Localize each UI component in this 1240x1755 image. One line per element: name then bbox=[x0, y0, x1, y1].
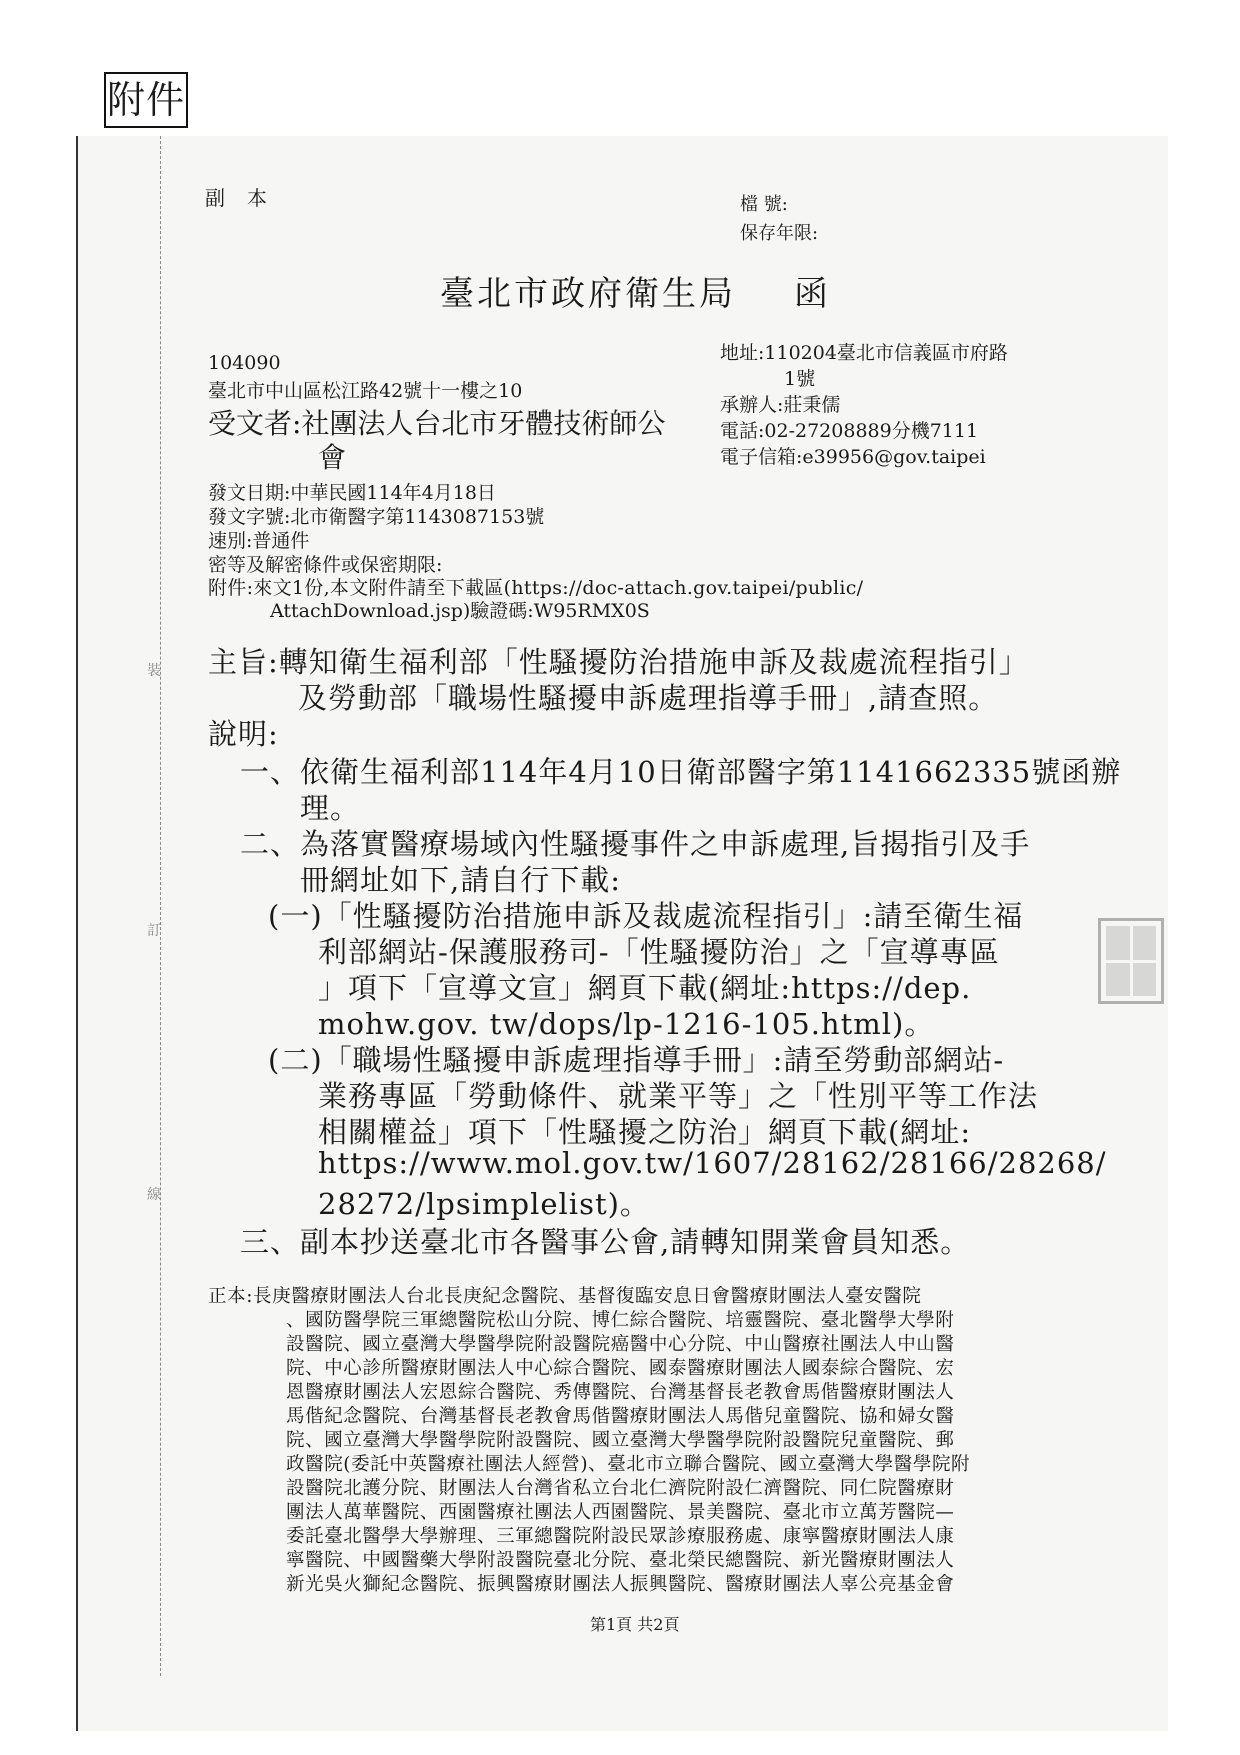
cc-line: 院、國立臺灣大學醫學院附設醫院、國立臺灣大學醫學院附設醫院兒童醫院、郵 bbox=[286, 1430, 955, 1451]
cc-line: 寧醫院、中國醫藥大學附設醫院臺北分院、臺北榮民總醫院、新光醫療財團法人 bbox=[286, 1550, 955, 1571]
retention-label: 保存年限: bbox=[740, 223, 819, 244]
subject-cont: 及勞動部「職場性騷擾申訴處理指導手冊」,請查照。 bbox=[298, 681, 999, 715]
cc-line: 院、中心診所醫療財團法人中心綜合醫院、國泰醫療財團法人國泰綜合醫院、宏 bbox=[286, 1358, 955, 1379]
page-number: 第1頁 共2頁 bbox=[590, 1615, 680, 1634]
postal-code: 104090 bbox=[208, 352, 281, 374]
explanation-line: 冊網址如下,請自行下載: bbox=[300, 863, 621, 897]
explanation-line: 28272/lpsimplelist)。 bbox=[318, 1187, 650, 1221]
subject: 主旨:轉知衛生福利部「性騷擾防治措施申訴及裁處流程指引」 bbox=[208, 645, 1029, 679]
issue-number: 發文字號:北市衛醫字第1143087153號 bbox=[208, 506, 545, 528]
binding-mark: 線 bbox=[147, 1187, 161, 1203]
cc-line: 恩醫療財團法人宏恩綜合醫院、秀傳醫院、台灣基督長老教會馬偕醫療財團法人 bbox=[286, 1382, 955, 1403]
cc-line: 政醫院(委託中英醫療社團法人經營)、臺北市立聯合醫院、國立臺灣大學醫學院附 bbox=[286, 1454, 971, 1475]
binding-mark: 訂 bbox=[147, 923, 161, 939]
attachment-info: 附件:來文1份,本文附件請至下載區(https://doc-attach.gov.taipei/public/ bbox=[208, 577, 864, 599]
explanation-line: 業務專區「勞動條件、就業平等」之「性別平等工作法 bbox=[318, 1079, 1039, 1113]
explanation-line: mohw.gov. tw/dops/lp-1216-105.html)。 bbox=[318, 1007, 935, 1041]
cc-line: 新光吳火獅紀念醫院、振興醫療財團法人振興醫院、醫療財團法人辜公亮基金會 bbox=[286, 1574, 955, 1595]
cc-line: 設醫院、國立臺灣大學醫學院附設醫院癌醫中心分院、中山醫療社團法人中山醫 bbox=[286, 1334, 955, 1355]
email: 電子信箱:e39956@gov.taipei bbox=[720, 446, 986, 468]
file-number-label: 檔 號: bbox=[740, 194, 788, 215]
explanation-line: (一)「性騷擾防治措施申訴及裁處流程指引」:請至衛生福 bbox=[268, 899, 1024, 933]
sender-address: 地址:110204臺北市信義區市府路 bbox=[720, 342, 1008, 364]
binding-line bbox=[160, 136, 161, 1676]
recipient-name-cont: 會 bbox=[318, 441, 347, 474]
cc-line: 委託臺北醫學大學辦理、三軍總醫院附設民眾診療服務處、康寧醫療財團法人康 bbox=[286, 1526, 955, 1547]
explanation-line: https://www.mol.gov.tw/1607/28162/28166/28268/ bbox=[318, 1146, 1107, 1180]
secrecy: 密等及解密條件或保密期限: bbox=[208, 554, 443, 576]
cc-line: 馬偕紀念醫院、台灣基督長老教會馬偕醫療財團法人馬偕兒童醫院、協和婦女醫 bbox=[286, 1406, 955, 1427]
issue-date: 發文日期:中華民國114年4月18日 bbox=[208, 482, 496, 504]
copy-label: 副本 bbox=[205, 186, 289, 210]
explanation-line: 一、依衛生福利部114年4月10日衛部醫字第1141662335號函辦 bbox=[240, 755, 1122, 789]
attachment-info-cont: AttachDownload.jsp)驗證碼:W95RMX0S bbox=[270, 600, 650, 622]
recipient-name: 受文者:社團法人台北市牙體技術師公 bbox=[208, 407, 666, 440]
binding-mark: 裝 bbox=[147, 663, 161, 679]
explanation-heading: 說明: bbox=[208, 717, 279, 751]
recipient-address: 臺北市中山區松江路42號十一樓之10 bbox=[208, 380, 523, 402]
explanation-line: 」項下「宣導文宣」網頁下載(網址:https://dep. bbox=[318, 971, 972, 1005]
explanation-line: 相關權益」項下「性騷擾之防治」網頁下載(網址: bbox=[318, 1115, 972, 1149]
explanation-line: (二)「職場性騷擾申訴處理指導手冊」:請至勞動部網站- bbox=[268, 1043, 1005, 1077]
cc-line: 設醫院北護分院、財團法人台灣省私立台北仁濟院附設仁濟醫院、同仁院醫療財 bbox=[286, 1478, 955, 1499]
cc-line: 正本:長庚醫療財團法人台北長庚紀念醫院、基督復臨安息日會醫療財團法人臺安醫院 bbox=[208, 1286, 922, 1307]
cc-line: 團法人萬華醫院、西園醫療社團法人西園醫院、景美醫院、臺北市立萬芳醫院— bbox=[286, 1502, 955, 1523]
attachment-tag: 附件 bbox=[104, 72, 188, 128]
phone: 電話:02-27208889分機7111 bbox=[720, 420, 979, 442]
handler: 承辦人:莊秉儒 bbox=[720, 394, 841, 416]
explanation-line: 理。 bbox=[300, 791, 361, 825]
document-type: 函 bbox=[794, 274, 828, 314]
explanation-line: 三、副本抄送臺北市各醫事公會,請轉知開業會員知悉。 bbox=[240, 1225, 971, 1259]
explanation-line: 二、為落實醫療場域內性騷擾事件之申訴處理,旨揭指引及手 bbox=[240, 827, 1031, 861]
agency-title: 臺北市政府衛生局 bbox=[440, 274, 736, 314]
cc-line: 、國防醫學院三軍總醫院松山分院、博仁綜合醫院、培靈醫院、臺北醫學大學附 bbox=[286, 1310, 955, 1331]
sender-address-cont: 1號 bbox=[784, 368, 816, 390]
speed: 速別:普通件 bbox=[208, 530, 310, 552]
official-seal bbox=[1098, 918, 1164, 1004]
explanation-line: 利部網站-保護服務司-「性騷擾防治」之「宣導專區 bbox=[318, 935, 1000, 969]
